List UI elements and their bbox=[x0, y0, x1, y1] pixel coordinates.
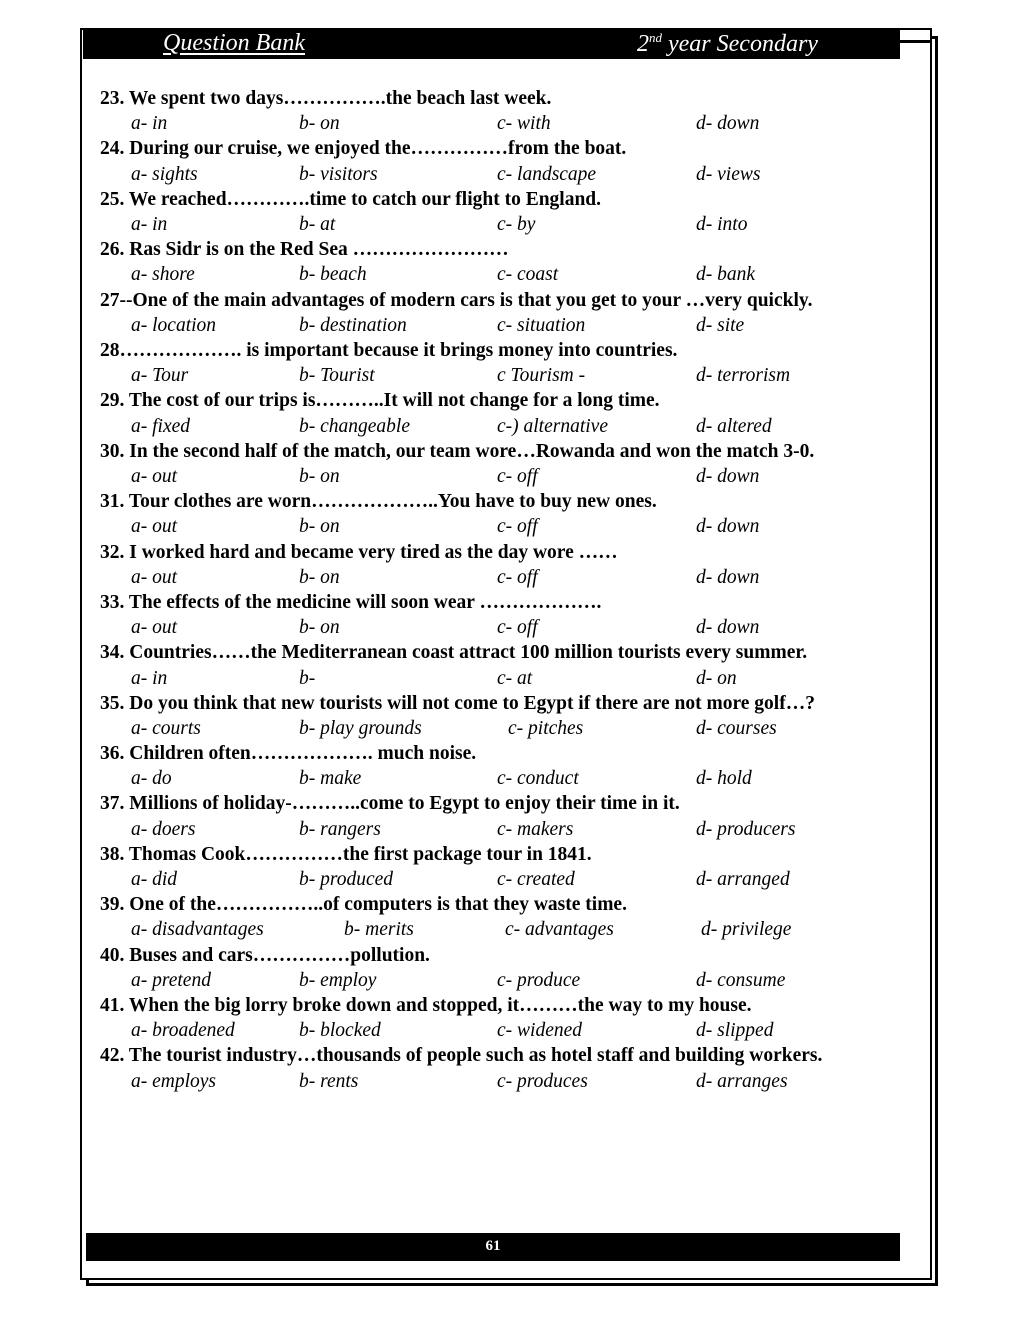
answer-option: d- slipped bbox=[696, 1020, 774, 1042]
question-text: 26. Ras Sidr is on the Red Sea …………………… bbox=[100, 239, 509, 261]
option-row bbox=[100, 414, 900, 439]
answer-option: a- out bbox=[131, 617, 178, 639]
answer-option: a- sights bbox=[131, 163, 198, 185]
question-text: 29. The cost of our trips is………..It will not change for a long time. bbox=[100, 390, 660, 412]
answer-option: c- pitches bbox=[508, 717, 584, 739]
option-row bbox=[100, 565, 900, 590]
answer-option: d- on bbox=[696, 667, 737, 689]
option-row bbox=[100, 766, 900, 791]
answer-option: d- privilege bbox=[701, 919, 792, 941]
question-text: 30. In the second half of the match, our team wore…Rowanda and won the match 3-0. bbox=[100, 440, 815, 462]
question-text: 36. Children often………………. much noise. bbox=[100, 743, 477, 765]
answer-option: b- on bbox=[299, 465, 340, 487]
question-text: 24. During our cruise, we enjoyed the……………from the boat. bbox=[100, 138, 627, 160]
option-row bbox=[100, 514, 900, 539]
option-row bbox=[100, 666, 900, 691]
answer-option: b- bbox=[299, 667, 316, 689]
answer-option: a- employs bbox=[131, 1070, 217, 1092]
question-text: 40. Buses and cars……………pollution. bbox=[100, 944, 430, 966]
answer-option: d- down bbox=[696, 113, 760, 135]
question-text: 27--One of the main advantages of modern cars is that you get to your …very quickly. bbox=[100, 289, 813, 311]
answer-option: b- on bbox=[299, 566, 340, 588]
question-text: 33. The effects of the medicine will soon wear ………………. bbox=[100, 591, 602, 613]
answer-option: b- on bbox=[299, 113, 340, 135]
question-text: 37. Millions of holiday-………..come to Egypt to enjoy their time in it. bbox=[100, 793, 680, 815]
answer-option: b- make bbox=[299, 768, 362, 790]
answer-option: a- fixed bbox=[131, 415, 191, 437]
option-row bbox=[100, 212, 900, 237]
answer-option: d- altered bbox=[696, 415, 772, 437]
answer-option: a- do bbox=[131, 768, 172, 790]
answer-option: d- producers bbox=[696, 818, 796, 840]
answer-option: c- conduct bbox=[497, 768, 579, 790]
page-footer bbox=[86, 1233, 900, 1261]
answer-option: d- bank bbox=[696, 264, 756, 286]
header-level-number: 2 bbox=[637, 31, 649, 57]
answer-option: c- by bbox=[497, 213, 536, 235]
answer-option: a- in bbox=[131, 113, 168, 135]
answer-option: c- coast bbox=[497, 264, 559, 286]
answer-option: b- on bbox=[299, 617, 340, 639]
answer-option: b- changeable bbox=[299, 415, 411, 437]
option-row bbox=[100, 968, 900, 993]
option-row bbox=[100, 917, 900, 942]
question-text: 35. Do you think that new tourists will not come to Egypt if there are not more golf…? bbox=[100, 692, 815, 714]
option-row bbox=[100, 111, 900, 136]
question-text: 39. One of the……………..of computers is that they waste time. bbox=[100, 894, 627, 916]
header-rule bbox=[900, 40, 930, 43]
answer-option: c- produces bbox=[497, 1070, 588, 1092]
answer-option: c- off bbox=[497, 617, 538, 639]
answer-option: a- did bbox=[131, 869, 178, 891]
header-level-text: year Secondary bbox=[662, 31, 818, 57]
answer-option: b- produced bbox=[299, 869, 394, 891]
answer-option: b- rangers bbox=[299, 818, 381, 840]
answer-option: c Tourism - bbox=[497, 365, 586, 387]
option-row bbox=[100, 1069, 900, 1094]
answer-option: d- arranges bbox=[696, 1070, 788, 1092]
answer-option: d- terrorism bbox=[696, 365, 791, 387]
question-text: 41. When the big lorry broke down and stopped, it………the way to my house. bbox=[100, 995, 752, 1017]
answer-option: c- situation bbox=[497, 314, 586, 336]
answer-option: c- widened bbox=[497, 1020, 583, 1042]
question-text: 23. We spent two days…………….the beach last week. bbox=[100, 88, 552, 109]
answer-option: a- disadvantages bbox=[131, 919, 264, 941]
answer-option: b- Tourist bbox=[299, 365, 375, 387]
option-row bbox=[100, 615, 900, 640]
answer-option: c-) alternative bbox=[497, 415, 608, 437]
answer-option: c- landscape bbox=[497, 163, 597, 185]
page-header bbox=[83, 29, 900, 59]
answer-option: a- out bbox=[131, 566, 178, 588]
question-text: 31. Tour clothes are worn………………..You have to buy new ones. bbox=[100, 491, 657, 513]
answer-option: b- visitors bbox=[299, 163, 378, 185]
answer-option: c- off bbox=[497, 566, 538, 588]
option-row bbox=[100, 716, 900, 741]
question-text: 34. Countries……the Mediterranean coast attract 100 million tourists every summer. bbox=[100, 642, 808, 664]
answer-option: a- out bbox=[131, 465, 178, 487]
answer-option: d- arranged bbox=[696, 869, 790, 891]
answer-option: b- employ bbox=[299, 969, 377, 991]
answer-option: c- with bbox=[497, 113, 551, 135]
header-level bbox=[637, 30, 818, 58]
page-number: 61 bbox=[485, 1238, 501, 1254]
question-text: 42. The tourist industry…thousands of people such as hotel staff and building workers. bbox=[100, 1045, 823, 1067]
answer-option: a- Tour bbox=[131, 365, 189, 387]
answer-option: a- doers bbox=[131, 818, 196, 840]
answer-option: a- shore bbox=[131, 264, 195, 286]
answer-option: b- at bbox=[299, 213, 336, 235]
answer-option: d- down bbox=[696, 566, 760, 588]
answer-option: d- hold bbox=[696, 768, 752, 790]
answer-option: a- in bbox=[131, 667, 168, 689]
answer-option: a- broadened bbox=[131, 1020, 235, 1042]
answer-option: b- destination bbox=[299, 314, 407, 336]
answer-option: c- makers bbox=[497, 818, 574, 840]
answer-option: b- rents bbox=[299, 1070, 359, 1092]
answer-option: a- courts bbox=[131, 717, 201, 739]
answer-option: c- off bbox=[497, 516, 538, 538]
header-level-suffix: nd bbox=[649, 30, 662, 45]
answer-option: d- consume bbox=[696, 969, 786, 991]
option-row bbox=[100, 817, 900, 842]
answer-option: b- beach bbox=[299, 264, 367, 286]
answer-option: d- into bbox=[696, 213, 748, 235]
answer-option: a- in bbox=[131, 213, 168, 235]
option-row bbox=[100, 363, 900, 388]
answer-option: d- views bbox=[696, 163, 761, 185]
option-row bbox=[100, 1018, 900, 1043]
answer-option: d- down bbox=[696, 617, 760, 639]
answer-option: b- on bbox=[299, 516, 340, 538]
header-title: Question Bank bbox=[163, 30, 305, 56]
option-row bbox=[100, 262, 900, 287]
answer-option: a- pretend bbox=[131, 969, 211, 991]
answer-option: c- at bbox=[497, 667, 533, 689]
answer-option: d- down bbox=[696, 465, 760, 487]
option-row bbox=[100, 162, 900, 187]
question-text: 32. I worked hard and became very tired as the day wore …… bbox=[100, 541, 618, 563]
answer-option: c- produce bbox=[497, 969, 581, 991]
option-row bbox=[100, 867, 900, 892]
answer-option: b- blocked bbox=[299, 1020, 381, 1042]
answer-option: c- created bbox=[497, 869, 575, 891]
option-row bbox=[100, 313, 900, 338]
answer-option: d- down bbox=[696, 516, 760, 538]
question-text: 28………………. is important because it brings money into countries. bbox=[100, 339, 678, 361]
answer-option: a- out bbox=[131, 516, 178, 538]
question-text: 25. We reached………….time to catch our flight to England. bbox=[100, 188, 602, 210]
answer-option: d- site bbox=[696, 314, 745, 336]
question-list bbox=[100, 86, 900, 1094]
answer-option: d- courses bbox=[696, 717, 777, 739]
answer-option: b- merits bbox=[344, 919, 414, 941]
answer-option: c- advantages bbox=[505, 919, 614, 941]
question-text: 38. Thomas Cook……………the first package tour in 1841. bbox=[100, 843, 592, 865]
answer-option: a- location bbox=[131, 314, 217, 336]
option-row bbox=[100, 464, 900, 489]
answer-option: b- play grounds bbox=[299, 717, 422, 739]
answer-option: c- off bbox=[497, 465, 538, 487]
